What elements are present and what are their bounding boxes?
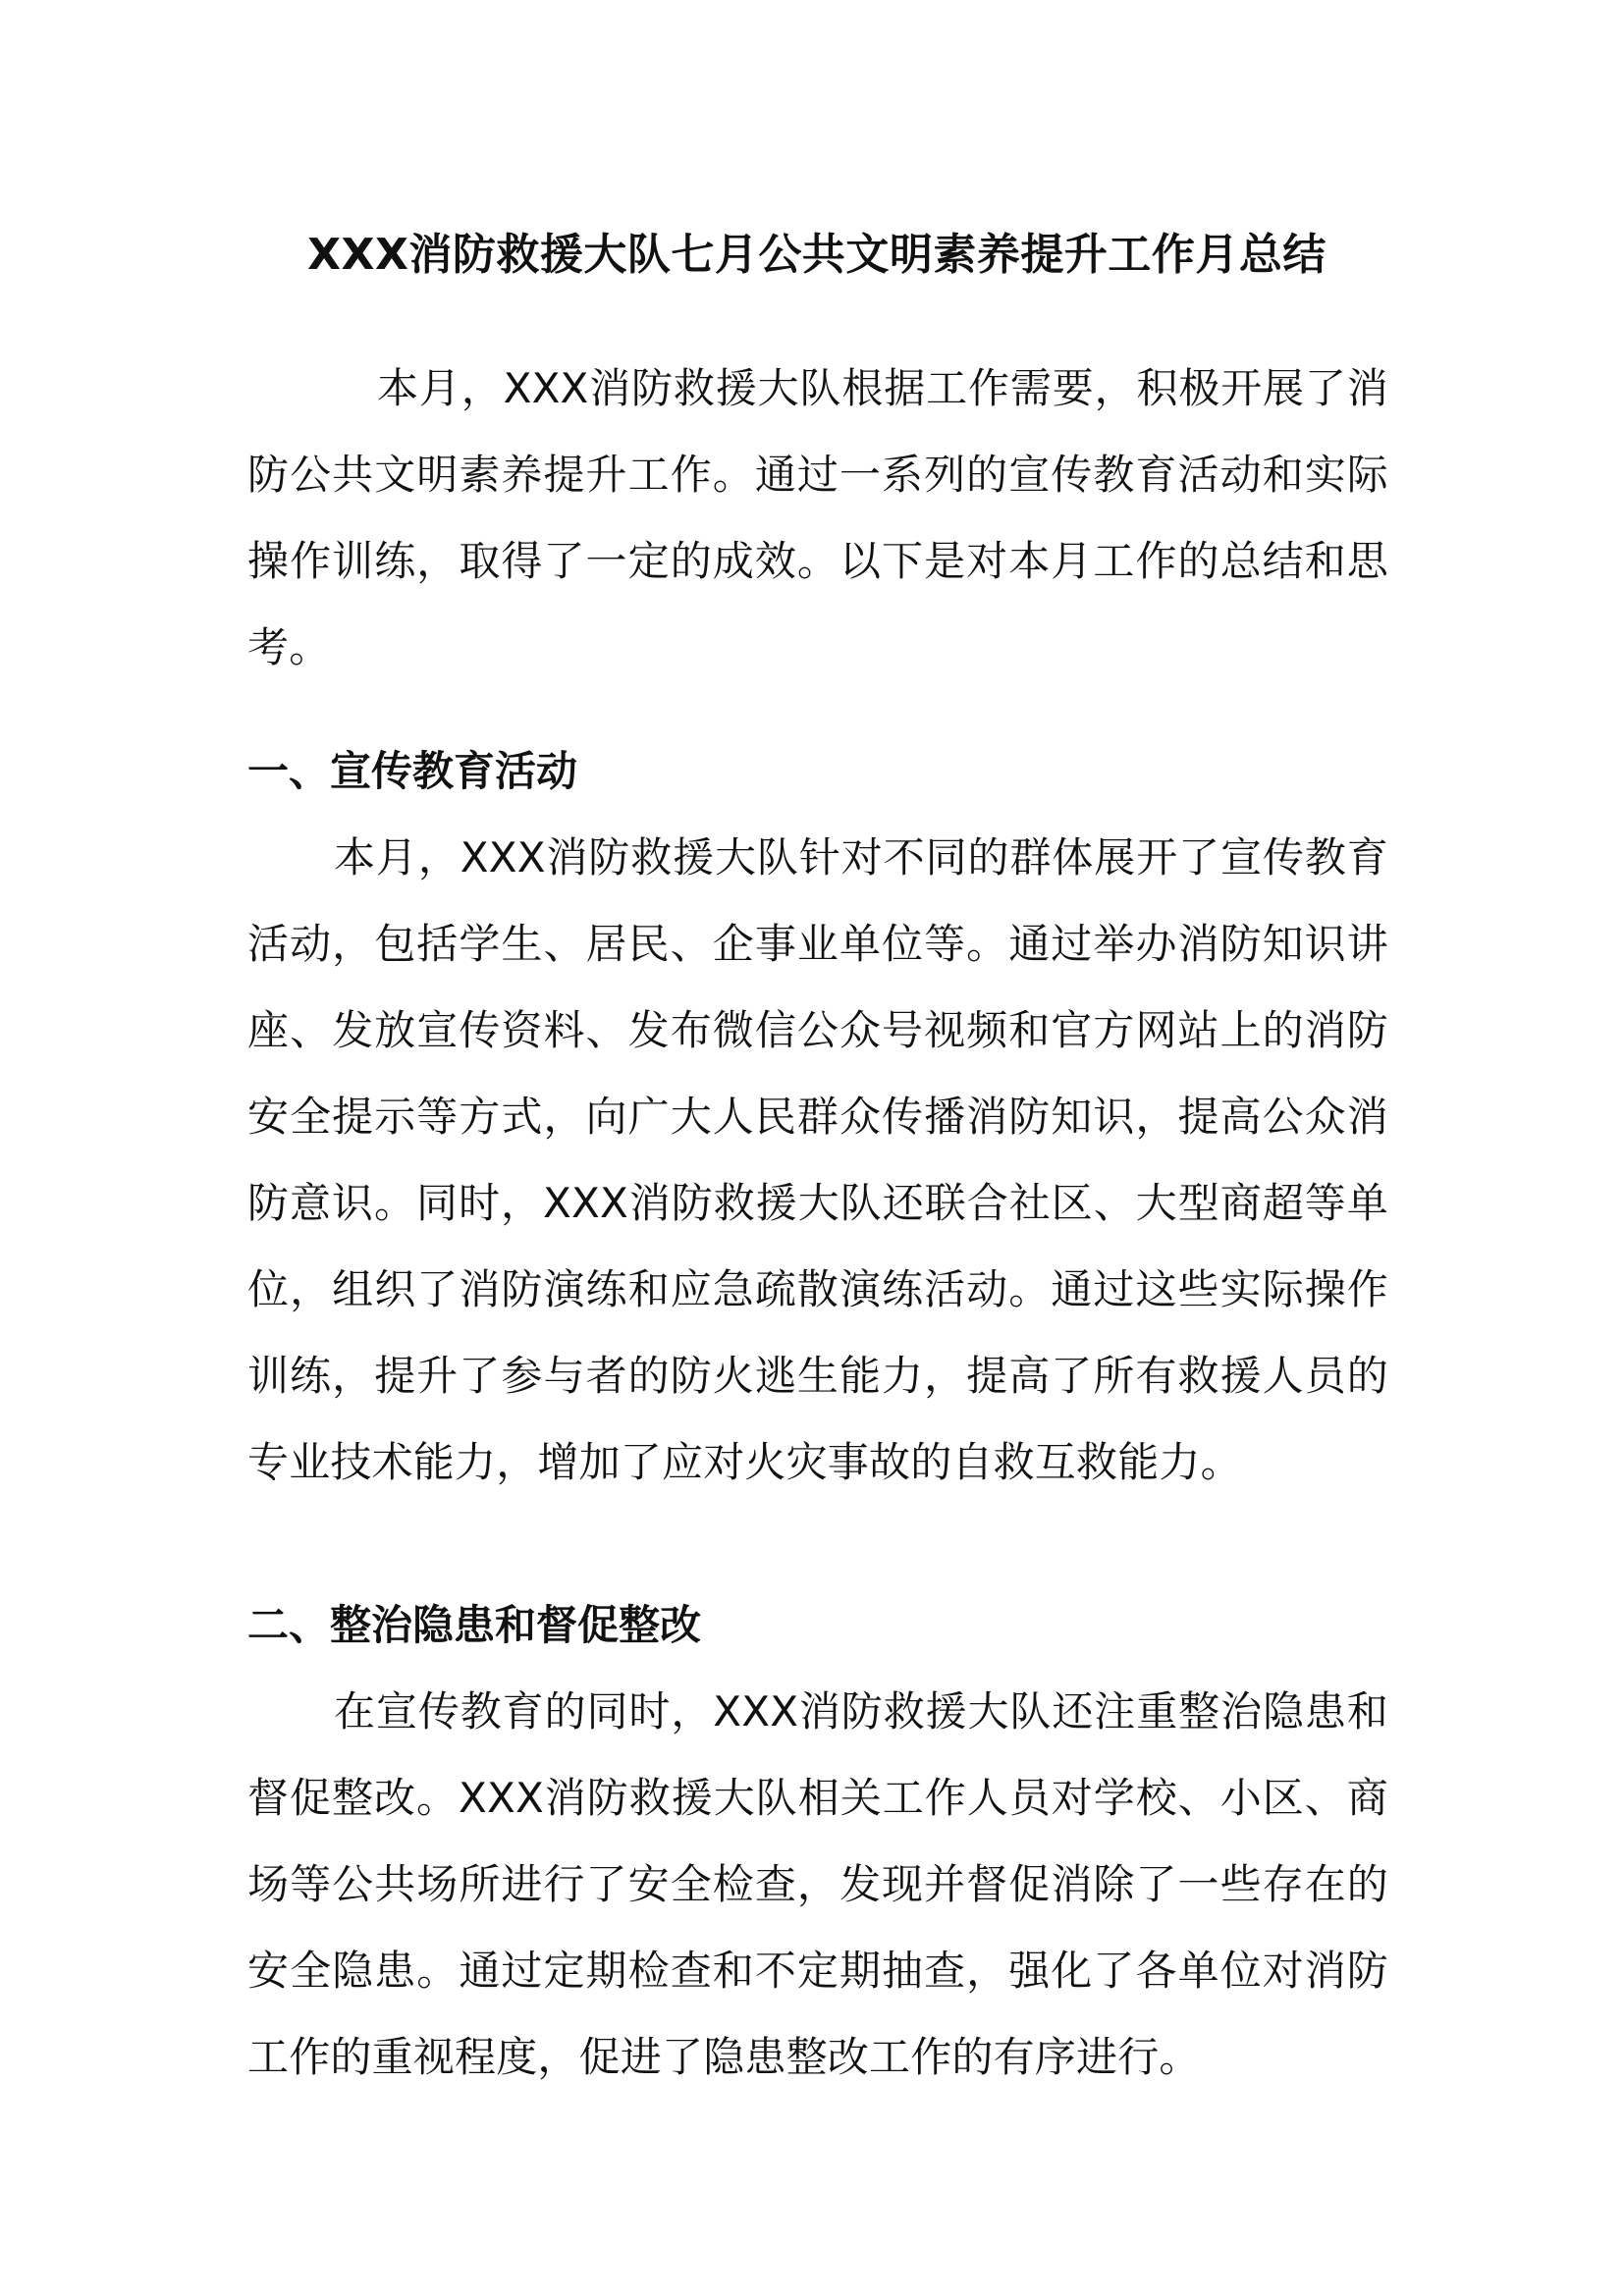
section-paragraph: 在宣传教育的同时，XXX消防救援大队还注重整治隐患和督促整改。XXX消防救援大队相关工作人员对学校、小区、商场等公共场所进行了安全检查，发现并督促消除了一些存在的安全隐患。通过定期检查和不定期抽查，强化了各单位对消防工作的重视程度，促进了隐患整改工作的有序进行。 [247, 1687, 1388, 2081]
section-publicity-education [247, 728, 1388, 1506]
intro-paragraph: 本月，XXX消防救援大队根据工作需要，积极开展了消防公共文明素养提升工作。通过一系列的宣传教育活动和实际操作训练，取得了一定的成效。以下是对本月工作的总结和思考。 [247, 364, 1388, 671]
document-title: XXX消防救援大队七月公共文明素养提升工作月总结 [307, 230, 1326, 280]
section-hazard-rectification [247, 1582, 1388, 2101]
intro-section [247, 346, 1388, 691]
section-paragraph: 本月，XXX消防救援大队针对不同的群体展开了宣传教育活动，包括学生、居民、企事业单位等。通过举办消防知识讲座、发放宣传资料、发布微信公众号视频和官方网站上的消防安全提示等方式，向广大人民群众传播消防知识，提高公众消防意识。同时，XXX消防救援大队还联合社区、大型商超等单位，组织了消防演练和应急疏散演练活动。通过这些实际操作训练，提升了参与者的防火逃生能力，提高了所有救援人员的专业技术能力，增加了应对火灾事故的自救互救能力。 [247, 833, 1388, 1486]
section-heading: 一、宣传教育活动 [247, 747, 578, 795]
section-heading: 二、整治隐患和督促整改 [247, 1601, 702, 1649]
